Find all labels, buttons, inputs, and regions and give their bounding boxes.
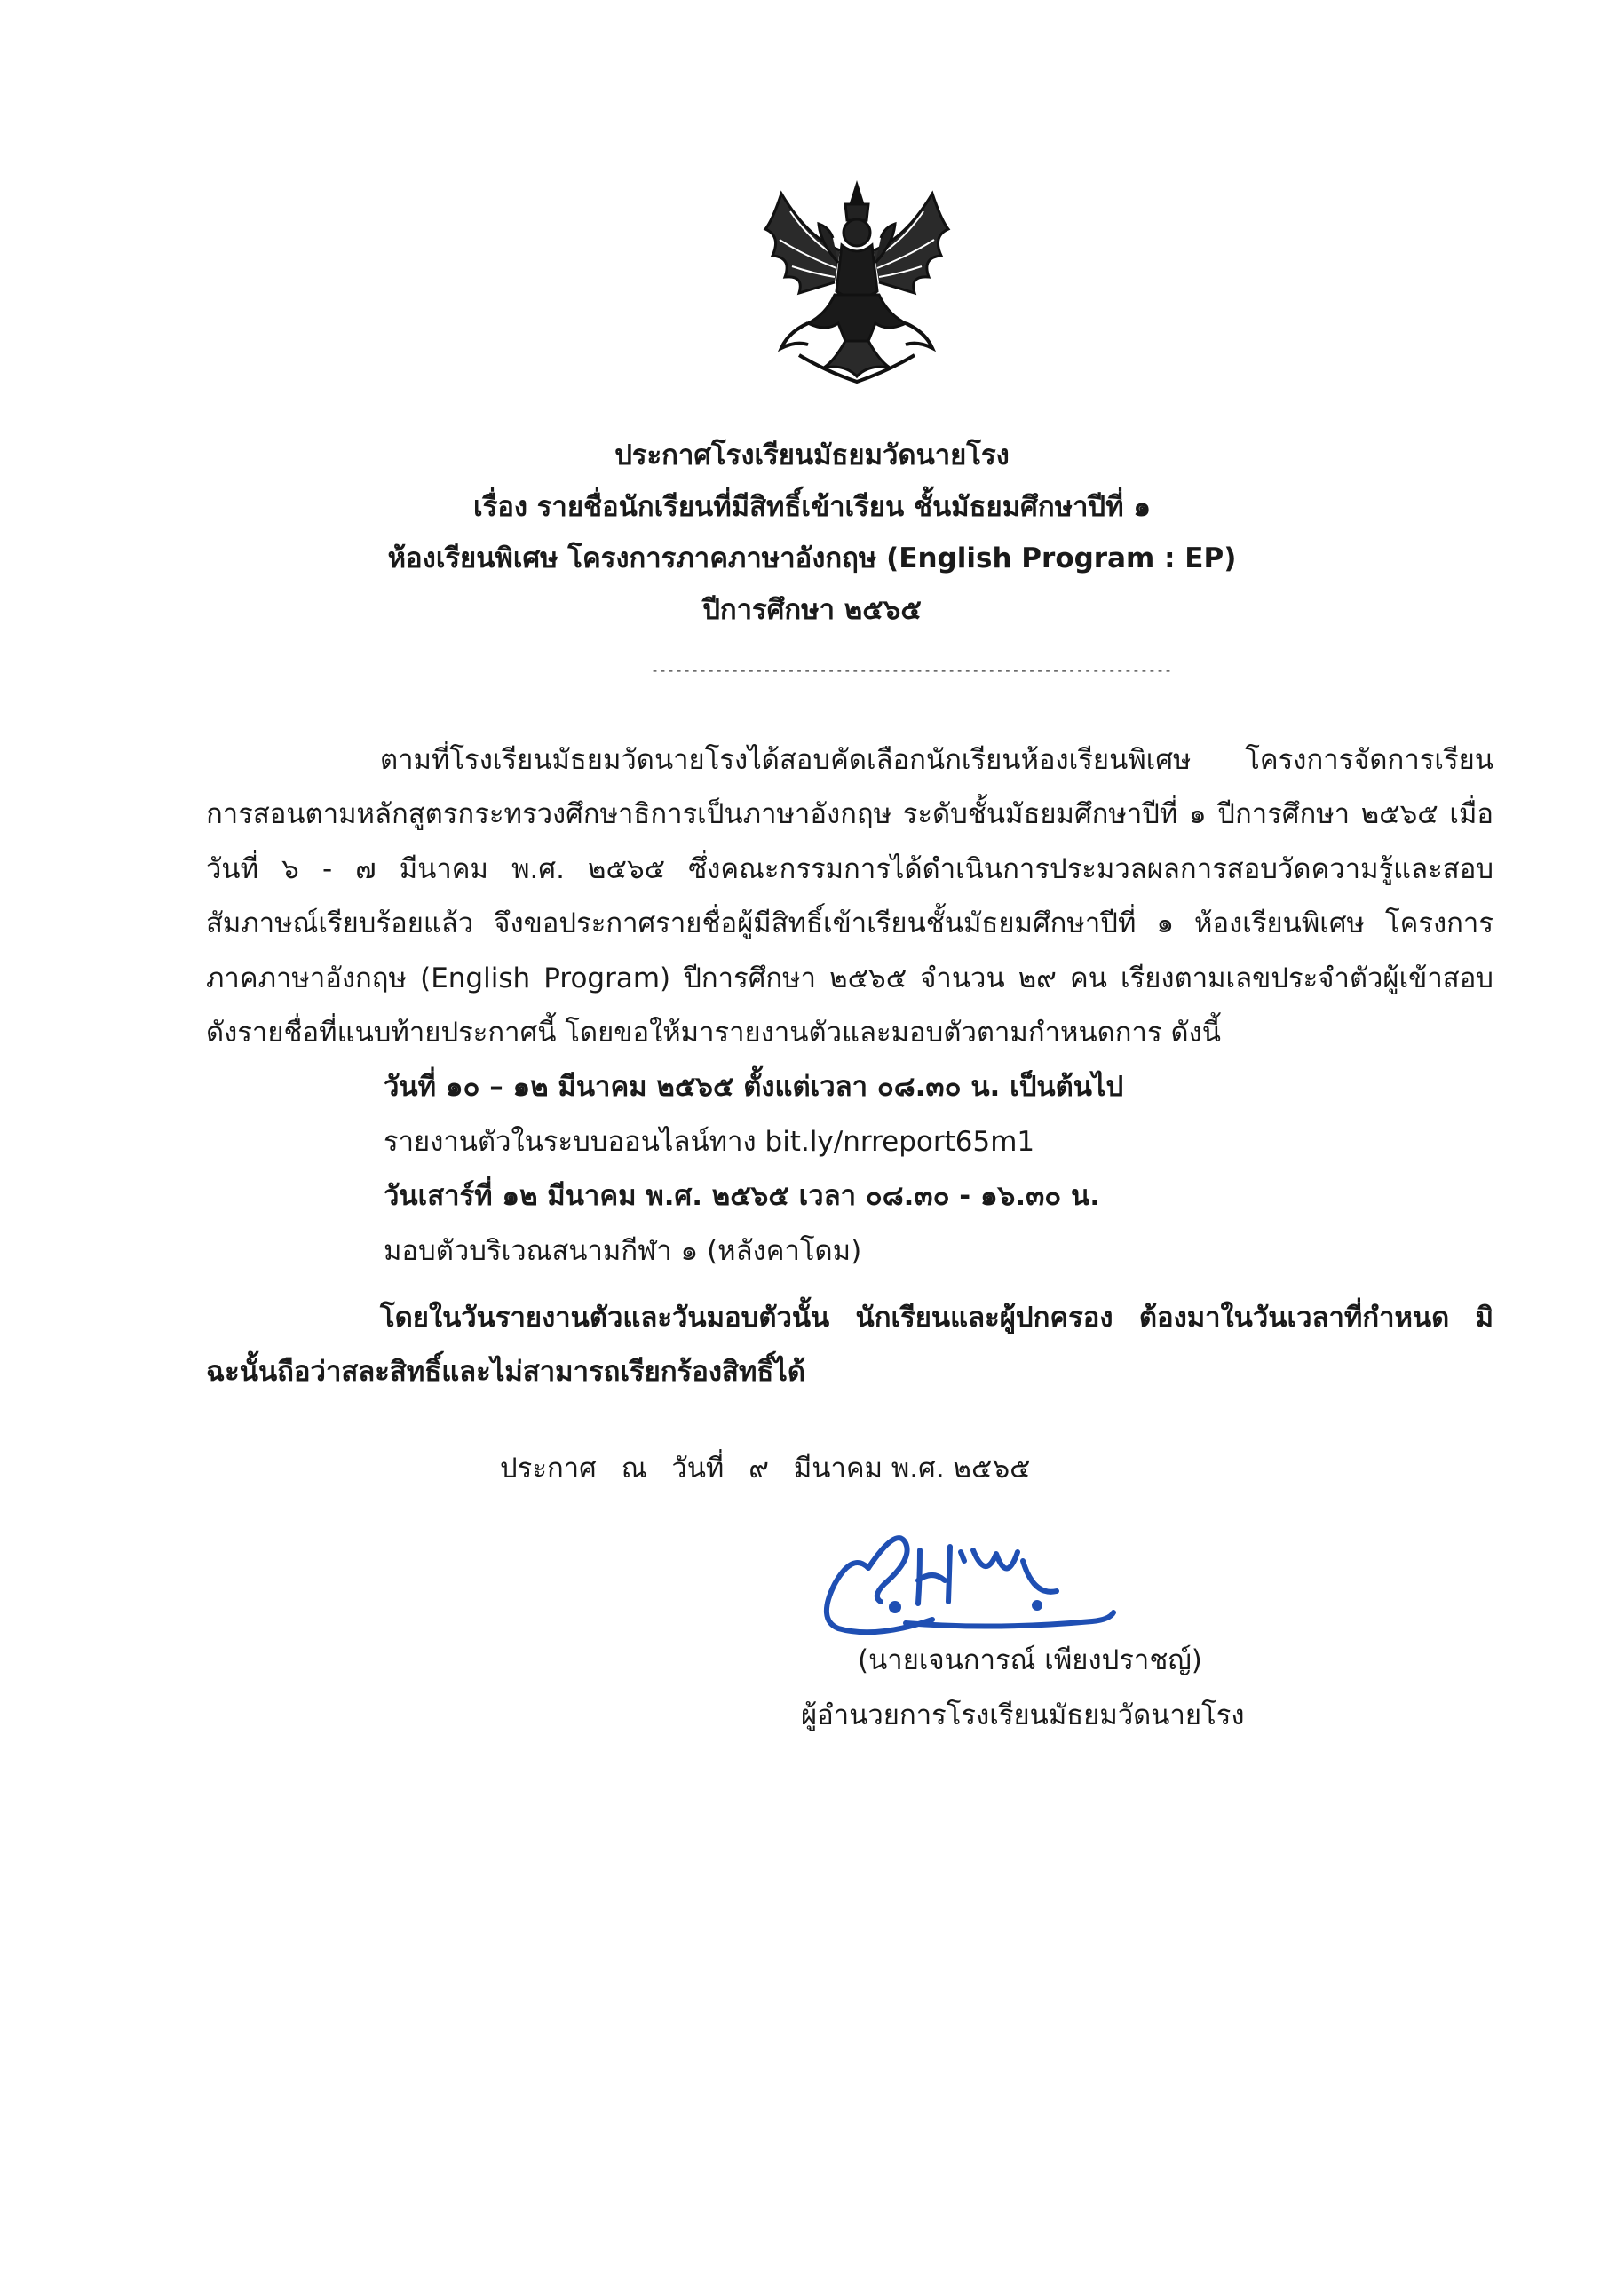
announce-day-label: วันที่ — [671, 1453, 725, 1485]
header-line-3: ห้องเรียนพิเศษ โครงการภาคภาษาอังกฤษ (English Program : EP) — [387, 543, 1237, 574]
header-line-1: ประกาศโรงเรียนมัธยมวัดนายโรง — [614, 440, 1010, 471]
announce-month-year: มีนาคม พ.ศ. ๒๕๖๕ — [793, 1453, 1031, 1485]
separator-line: ----------------------------------------------------------------- — [651, 662, 1172, 678]
announce-day: ๙ — [749, 1453, 769, 1485]
announce-label: ประกาศ — [500, 1453, 597, 1485]
warning-paragraph: โดยในวันรายงานตัวและวันมอบตัวนั้น นักเรียนและผู้ปกครอง ต้องมาในวันเวลาที่กำหนด มิฉะนั้นถือว่าสละสิทธิ์และไม่สามารถเรียกร้องสิทธิ์ได้ — [206, 1302, 1493, 1389]
signature-icon — [799, 1499, 1137, 1641]
garuda-emblem-icon — [746, 158, 968, 391]
schedule-item-1-detail: รายงานตัวในระบบออนไลน์ทาง bit.ly/nrreport65m1 — [384, 1125, 1035, 1158]
signer-name: (นายเจนการณ์ เพียงปราชญ์) — [858, 1644, 1202, 1676]
schedule-item-1-heading: วันที่ ๑๐ – ๑๒ มีนาคม ๒๕๖๕ ตั้งแต่เวลา ๐๘.๓๐ น. เป็นต้นไป — [384, 1071, 1124, 1104]
announcement-header — [0, 430, 1624, 636]
signer-title: ผู้อำนวยการโรงเรียนมัธยมวัดนายโรง — [801, 1699, 1245, 1731]
announcement-date — [500, 1445, 1047, 1490]
schedule-item-2-detail: มอบตัวบริเวณสนามกีฬา ๑ (หลังคาโดม) — [384, 1234, 862, 1267]
header-line-2: เรื่อง รายชื่อนักเรียนที่มีสิทธิ์เข้าเรียน ชั้นมัธยมศึกษาปีที่ ๑ — [472, 491, 1152, 523]
header-line-4: ปีการศึกษา ๒๕๖๕ — [702, 594, 922, 626]
announcement-body — [206, 733, 1493, 1400]
announce-at: ณ — [621, 1453, 647, 1485]
schedule-list — [384, 1060, 1493, 1279]
main-paragraph: ตามที่โรงเรียนมัธยมวัดนายโรงได้สอบคัดเลือกนักเรียนห้องเรียนพิเศษ โครงการจัดการเรียนการสอนตามหลักสูตรกระทรวงศึกษาธิการเป็นภาษาอังกฤษ ระดับชั้นมัธยมศึกษาปีที่ ๑ ปีการศึกษา ๒๕๖๕ เมื่อวันที่ ๖ - ๗ มีนาคม พ.ศ. ๒๕๖๕ ซึ่งคณะกรรมการได้ดำเนินการประมวลผลการสอบวัดความรู้และสอบสัมภาษณ์เรียบร้อยแล้ว จึงขอประกาศรายชื่อผู้มีสิทธิ์เข้าเรียนชั้นมัธยมศึกษาปีที่ ๑ ห้องเรียนพิเศษ โครงการภาคภาษาอังกฤษ (English Program) ปีการศึกษา ๒๕๖๕ จำนวน ๒๙ คน เรียงตามเลขประจำตัวผู้เข้าสอบ ดังรายชื่อที่แนบท้ายประกาศนี้ โดยขอให้มารายงานตัวและมอบตัวตามกำหนดการ ดังนี้ — [206, 744, 1493, 1049]
schedule-item-2-heading: วันเสาร์ที่ ๑๒ มีนาคม พ.ศ. ๒๕๖๕ เวลา ๐๘.๓๐ - ๑๖.๓๐ น. — [384, 1180, 1100, 1213]
